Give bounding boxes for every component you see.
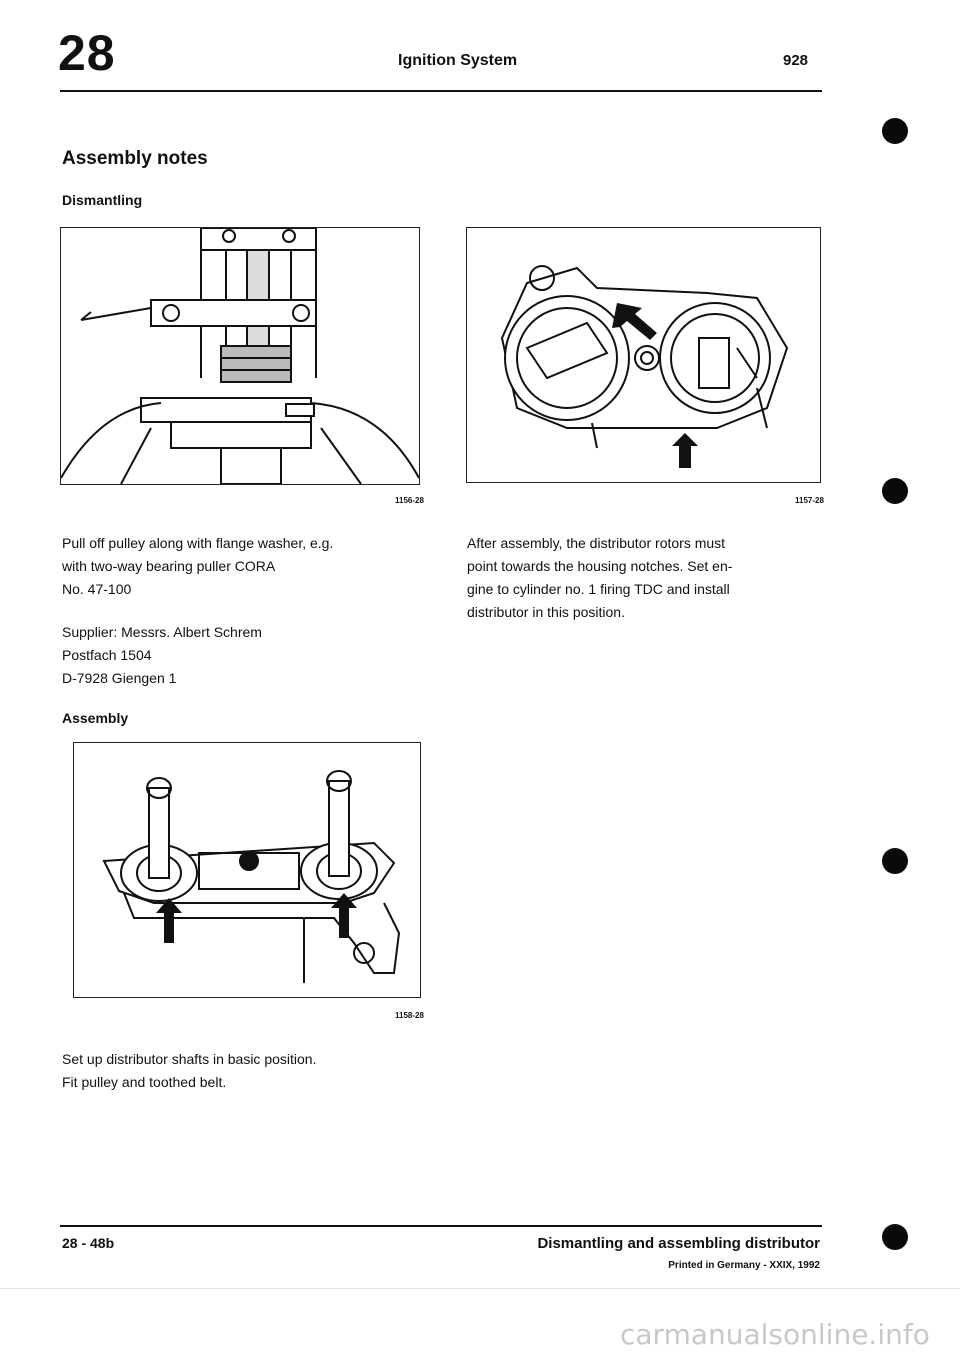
supplier-text	[62, 621, 262, 690]
right-column-text	[467, 532, 732, 624]
model-number: 928	[783, 52, 809, 69]
page-number: 28 - 48b	[62, 1235, 115, 1251]
text-line: Set up distributor shafts in basic position.	[62, 1051, 317, 1067]
text-line: D-7928 Giengen 1	[62, 670, 177, 686]
text-line: gine to cylinder no. 1 firing TDC and install	[467, 581, 730, 597]
distributor-shafts-illustration	[74, 743, 420, 997]
text-line: distributor in this position.	[467, 604, 625, 620]
bearing-puller-illustration	[61, 228, 419, 484]
printed-note: Printed in Germany - XXIX, 1992	[668, 1260, 820, 1271]
margin-dot	[882, 848, 908, 874]
figure-bearing-puller	[60, 227, 420, 485]
text-line: No. 47-100	[62, 581, 132, 597]
dismantling-text	[62, 532, 333, 601]
text-line: Pull off pulley along with flange washer, e.g.	[62, 535, 334, 551]
page-title: Assembly notes	[62, 148, 208, 169]
figure-ref-1156: 1156-28	[395, 496, 424, 505]
footer-title: Dismantling and assembling distributor	[537, 1235, 820, 1252]
section-title: Ignition System	[398, 52, 518, 69]
figure-ref-1158: 1158-28	[395, 1011, 424, 1020]
watermark-text: carmanualsonline.info	[620, 1318, 930, 1351]
scan-edge-line	[0, 1288, 960, 1289]
margin-dot	[882, 478, 908, 504]
text-line: Fit pulley and toothed belt.	[62, 1074, 227, 1090]
text-line: Postfach 1504	[62, 647, 152, 663]
dismantling-heading: Dismantling	[62, 192, 143, 208]
margin-dot	[882, 1224, 908, 1250]
text-line: with two-way bearing puller CORA	[62, 558, 276, 574]
text-line: After assembly, the distributor rotors must	[467, 535, 726, 551]
figure-ref-1157: 1157-28	[795, 496, 824, 505]
figure-distributor-shafts	[73, 742, 421, 998]
figure-distributor-rotors	[466, 227, 821, 483]
distributor-rotors-illustration	[467, 228, 820, 482]
text-line: Supplier: Messrs. Albert Schrem	[62, 624, 262, 640]
chapter-number: 28	[58, 25, 116, 81]
margin-dot	[882, 118, 908, 144]
header-rule	[60, 90, 822, 92]
text-line: point towards the housing notches. Set en-	[467, 558, 733, 574]
assembly-heading: Assembly	[62, 710, 129, 726]
assembly-text	[62, 1048, 316, 1094]
footer-rule	[60, 1225, 822, 1227]
